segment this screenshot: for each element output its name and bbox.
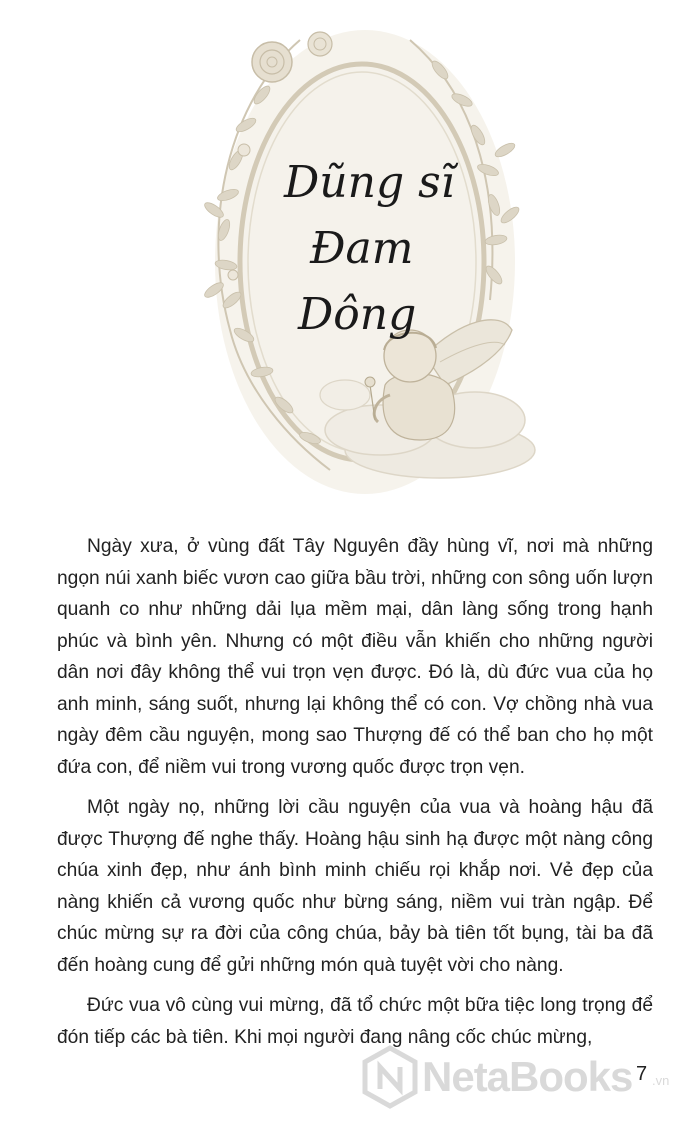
publisher-watermark (360, 1045, 700, 1115)
chapter-title-line: Dũng sĩ (284, 157, 455, 208)
watermark-suffix: .vn (652, 1073, 670, 1088)
story-paragraph: Đức vua vô cùng vui mừng, đã tổ chức một bữa tiệc long trọng để đón tiếp các bà tiên. Khi mọi người đang nâng cốc chúc mừng, (57, 995, 653, 1048)
page-number: 7 (636, 1063, 648, 1085)
story-paragraph: Ngày xưa, ở vùng đất Tây Nguyên đầy hùng vĩ, nơi mà những ngọn núi xanh biếc vươn cao giữa bầu trời, những con sông uốn lượn quanh co như những dải lụa mềm mại, dân làng sống trong hạnh phúc và bình yên. Nhưng có một điều vẫn khiến cho những người dân nơi đây không thể vui trọn vẹn được. Đó là, dù đức vua của họ anh minh, sáng suốt, nhưng lại không thể có con. Vợ chồng nhà vua ngày đêm cầu nguyện, mong sao Thượng đế có thể ban cho họ một đứa con, để niềm vui trong vương quốc được trọn vẹn. (57, 536, 653, 778)
story-paragraph: Một ngày nọ, những lời cầu nguyện của vua và hoàng hậu đã được Thượng đế nghe thấy. Hoàng hậu sinh hạ được một nàng công chúa xinh đẹp, như ánh bình minh chiếu rọi khắp nơi. Vẻ đẹp của nàng khiến cả vương quốc như bừng sáng, niềm vui tràn ngập. Để chúc mừng sự ra đời của công chúa, bảy bà tiên tốt bụng, tài ba đã đến hoàng cung để gửi những món quà tuyệt vời cho nàng. (57, 797, 653, 976)
chapter-title-line: Đam (310, 223, 414, 274)
chapter-title-line: Dông (298, 289, 417, 340)
watermark-brand: NetaBooks (422, 1053, 633, 1100)
chapter-title (262, 150, 462, 348)
story-body (57, 531, 653, 1062)
netabooks-logo-icon (362, 1045, 418, 1109)
